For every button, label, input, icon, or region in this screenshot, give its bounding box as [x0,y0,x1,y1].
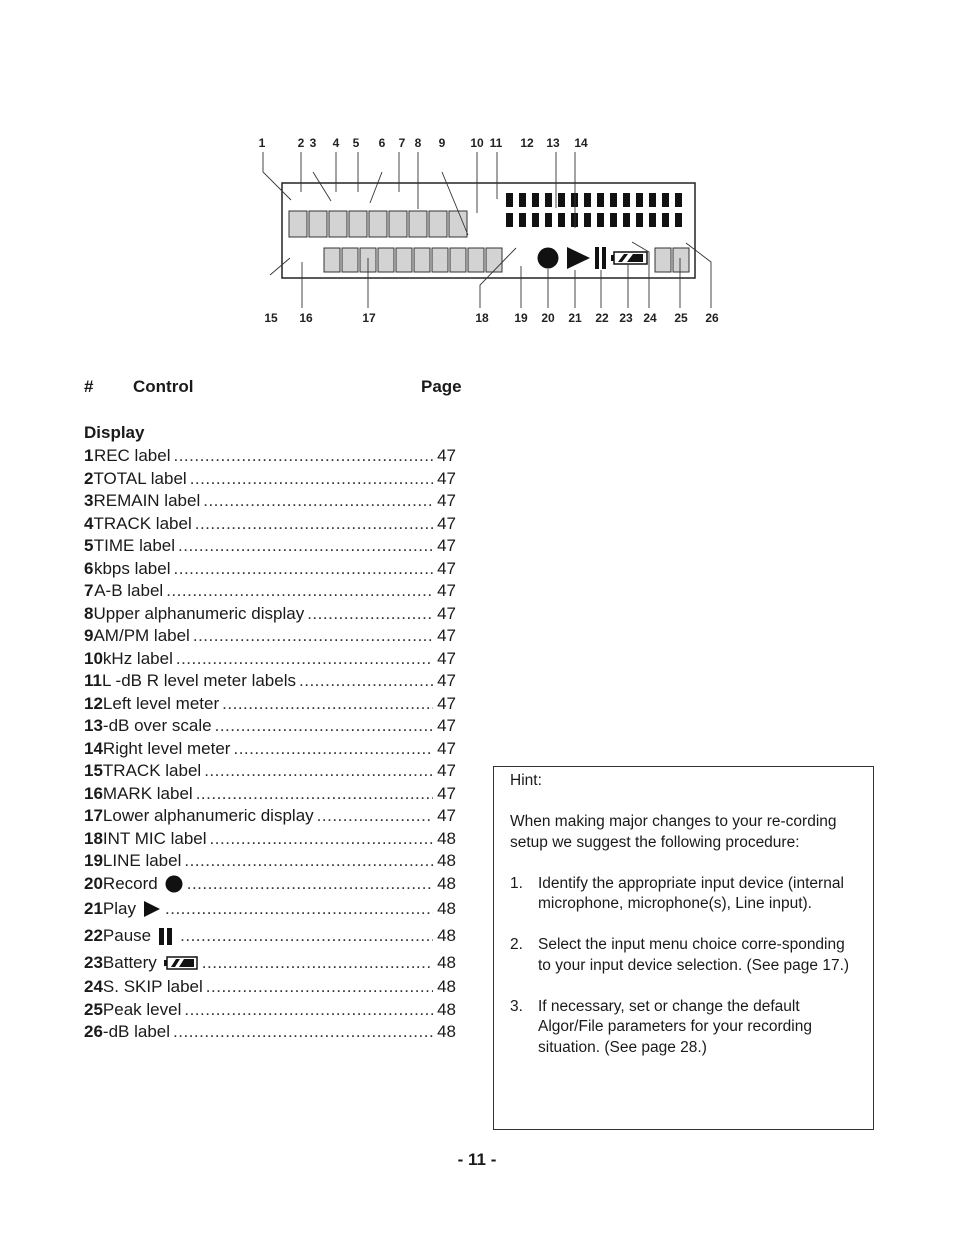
control-row [84,558,456,581]
level-meter-bar [545,193,552,207]
control-label: AM/PM label [93,626,190,646]
callout-number: 15 [264,311,278,325]
play-icon [142,899,162,919]
control-page: 48 [437,851,456,871]
callout-number: 25 [674,311,688,325]
control-number: 4 [84,513,94,533]
dot-leader [174,559,434,579]
column-header-control: Control [133,377,194,396]
upper-display-cell [429,211,447,237]
dot-leader [173,446,433,466]
control-page: 47 [437,513,456,533]
control-page: 48 [437,925,456,945]
control-number: 19 [84,851,103,871]
level-meter-bar [545,213,552,227]
control-page: 47 [437,738,456,758]
control-label: Upper alphanumeric display [93,603,305,623]
record-symbol [538,248,559,269]
control-page: 47 [437,671,456,691]
control-number: 7 [84,581,94,601]
control-page: 47 [437,716,456,736]
control-row [84,805,456,828]
control-number: 20 [84,873,103,893]
control-page: 47 [437,491,456,511]
column-header-number: # [84,377,94,396]
level-meter-bar [636,213,643,227]
upper-display-cell [309,211,327,237]
dot-leader [196,784,433,804]
control-row [84,976,456,999]
callout-number: 23 [619,311,633,325]
control-number: 26 [84,1022,103,1042]
battery-symbol [611,252,647,264]
control-page: 48 [437,873,456,893]
control-label: Pause [102,925,152,945]
control-row [84,625,456,648]
callout-number: 24 [643,311,657,325]
control-label: -dB over scale [102,716,212,736]
control-number: 3 [84,491,94,511]
control-page: 47 [437,603,456,623]
upper-display-cell [409,211,427,237]
control-page: 47 [437,468,456,488]
hint-step-text: If necessary, set or change the default Algor/File parameters for your recording situation. (See page 28.) [538,997,812,1056]
callout-number: 13 [546,136,560,150]
hint-step-text: Select the input menu choice corre-sponding to your input device selection. (See page 17.) [538,936,850,974]
pause-symbol-right [602,247,606,269]
hint-step-text: Identify the appropriate input device (internal microphone, microphone(s), Line input). [538,874,844,912]
control-label: Peak level [102,999,182,1019]
control-page: 47 [437,581,456,601]
dot-leader [299,671,433,691]
column-header-page: Page [421,377,462,396]
control-number: 16 [84,783,103,803]
control-number: 11 [84,671,102,691]
control-row [84,535,456,558]
lower-display-cell [378,248,394,272]
control-row [84,693,456,716]
callout-number: 5 [352,136,360,150]
control-row [84,468,456,491]
hint-intro: When making major changes to your re-cording setup we suggest the following procedure: [510,813,837,851]
control-row [84,603,456,626]
control-page: 47 [437,626,456,646]
lower-display-cell [432,248,448,272]
dot-leader [215,716,433,736]
control-label: Play [102,898,136,918]
pause-icon [157,926,177,946]
callout-number: 18 [475,311,489,325]
level-meter-bar [584,213,591,227]
level-meter-bar [571,193,578,207]
dot-leader [173,1022,433,1042]
level-meter-bar [675,213,682,227]
upper-display-cell [329,211,347,237]
level-meter-bar [532,213,539,227]
control-label: TRACK label [93,513,192,533]
record-icon [164,874,184,894]
control-label: Left level meter [102,693,220,713]
control-row [84,828,456,851]
callout-number: 2 [297,136,305,150]
control-row [84,715,456,738]
level-meter-bar [506,193,513,207]
callout-number: 1 [258,136,266,150]
control-label: A-B label [94,581,164,601]
control-row [84,783,456,806]
dot-leader [180,926,433,946]
dot-leader [317,806,433,826]
control-label: REMAIN label [93,491,201,511]
callout-number: 19 [514,311,528,325]
upper-display-cell [369,211,387,237]
control-label: kbps label [93,558,171,578]
lower-display-cell [342,248,358,272]
level-meter-bar [610,213,617,227]
callout-number: 22 [595,311,609,325]
callout-number: 16 [299,311,313,325]
lower-display-cell [486,248,502,272]
section-title: Display [84,423,145,442]
control-row [84,1021,456,1044]
play-icon-wrapper [142,899,162,919]
control-number: 23 [84,952,103,972]
control-label: MARK label [102,783,193,803]
control-row [84,873,456,896]
control-number: 24 [84,977,103,997]
callout-number: 3 [309,136,317,150]
hint-step-number: 1. [510,874,523,892]
control-row [84,949,456,976]
control-number: 9 [84,626,94,646]
control-page: 47 [437,783,456,803]
hint-step [510,997,859,1059]
callout-number: 9 [438,136,446,150]
control-number: 22 [84,925,103,945]
level-meter-bar [584,193,591,207]
dot-leader [178,536,433,556]
control-page: 47 [437,806,456,826]
dot-leader [307,604,433,624]
level-meter-bar [571,213,578,227]
control-number: 13 [84,716,103,736]
control-row [84,922,456,949]
control-number: 5 [84,536,94,556]
callout-number: 14 [574,136,588,150]
control-row [84,895,456,922]
control-number: 1 [84,446,94,466]
control-label: INT MIC label [102,828,207,848]
control-row [84,738,456,761]
dot-leader [166,581,433,601]
control-page: 47 [437,446,456,466]
control-label: TIME label [93,536,176,556]
control-number: 17 [84,806,103,826]
callout-number: 4 [332,136,340,150]
level-meter-bar [519,193,526,207]
level-meter-bar [597,193,604,207]
level-meter-bar [636,193,643,207]
control-page: 47 [437,693,456,713]
dot-leader [190,469,433,489]
control-page: 47 [437,536,456,556]
control-row [84,445,456,468]
dot-leader [195,514,433,534]
dot-leader [203,491,433,511]
hint-step [510,874,859,915]
hint-step-number: 2. [510,936,523,953]
level-meter-bar [662,213,669,227]
level-meter-bar [506,213,513,227]
lower-display-cell [414,248,430,272]
level-meter-bar [623,193,630,207]
upper-display-cell [449,211,467,237]
control-label: TRACK label [102,761,202,781]
lower-display-cell [396,248,412,272]
hint-title: Hint: [510,772,542,789]
hint-step-number: 3. [510,997,523,1015]
control-number: 2 [84,468,94,488]
control-page: 48 [437,828,456,848]
lcd-diagram [0,0,954,345]
level-meter-bar [610,193,617,207]
dot-leader [184,1000,433,1020]
control-row [84,670,456,693]
level-meter-bar [649,193,656,207]
dot-leader [193,626,433,646]
control-number: 14 [84,738,103,758]
control-label: Lower alphanumeric display [102,806,314,826]
level-meter-bar [649,213,656,227]
dot-leader [204,761,433,781]
callout-number: 11 [489,136,503,150]
control-row [84,648,456,671]
control-number: 18 [84,828,103,848]
control-label: L -dB R level meter labels [101,671,296,691]
control-row [84,760,456,783]
control-number: 21 [84,898,103,918]
callout-number: 10 [470,136,484,150]
control-label: LINE label [102,851,182,871]
control-page: 48 [437,952,456,972]
control-label: TOTAL label [93,468,187,488]
control-label: Battery [102,952,157,972]
control-row [84,850,456,873]
control-label: Right level meter [102,738,231,758]
control-page: 48 [437,999,456,1019]
hint-steps [510,874,859,1059]
dot-leader [176,649,433,669]
dot-leader [187,874,433,894]
lower-display-cell [450,248,466,272]
callout-number: 26 [705,311,719,325]
control-row [84,513,456,536]
control-number: 25 [84,999,103,1019]
callout-number: 7 [398,136,406,150]
control-page: 47 [437,761,456,781]
level-meter-bar [597,213,604,227]
dot-leader [233,739,433,759]
battery-icon-wrapper [163,954,199,972]
callout-number: 12 [520,136,534,150]
dot-leader [202,953,433,973]
level-meter-bar [558,213,565,227]
control-number: 12 [84,693,103,713]
lower-display-cell [468,248,484,272]
control-page: 48 [437,898,456,918]
control-label: REC label [93,446,171,466]
dot-leader [206,977,433,997]
callout-number: 6 [378,136,386,150]
callout-number: 20 [541,311,555,325]
dot-leader [210,829,434,849]
control-page: 48 [437,1022,456,1042]
level-meter-bar [558,193,565,207]
control-label: Record [102,873,158,893]
upper-display-cell [349,211,367,237]
control-number: 15 [84,761,103,781]
control-number: 10 [84,648,103,668]
callout-number: 8 [414,136,422,150]
lower-display-cell [324,248,340,272]
battery-icon [163,954,199,972]
callout-number: 21 [568,311,582,325]
pause-icon-wrapper [157,926,177,946]
level-meter-bar [519,213,526,227]
peak-cell [655,248,671,272]
control-page: 47 [437,558,456,578]
control-number: 8 [84,603,94,623]
callout-number: 17 [362,311,376,325]
hint-box [493,766,874,1130]
control-row [84,580,456,603]
record-icon-wrapper [164,874,184,894]
upper-display-cell [389,211,407,237]
control-label: -dB label [102,1022,171,1042]
page-number: - 11 - [457,1150,497,1169]
peak-cell [673,248,689,272]
control-list [84,445,456,1044]
hint-step [510,935,859,976]
pause-symbol-left [595,247,599,269]
level-meter-bar [662,193,669,207]
dot-leader [165,899,433,919]
level-meter-bar [532,193,539,207]
dot-leader [222,694,433,714]
upper-display-cell [289,211,307,237]
control-label: kHz label [102,648,173,668]
level-meter-bar [623,213,630,227]
control-page: 47 [437,648,456,668]
dot-leader [184,851,433,871]
control-number: 6 [84,558,94,578]
control-row [84,490,456,513]
control-row [84,999,456,1022]
level-meter-bar [675,193,682,207]
control-page: 48 [437,977,456,997]
control-label: S. SKIP label [102,977,203,997]
